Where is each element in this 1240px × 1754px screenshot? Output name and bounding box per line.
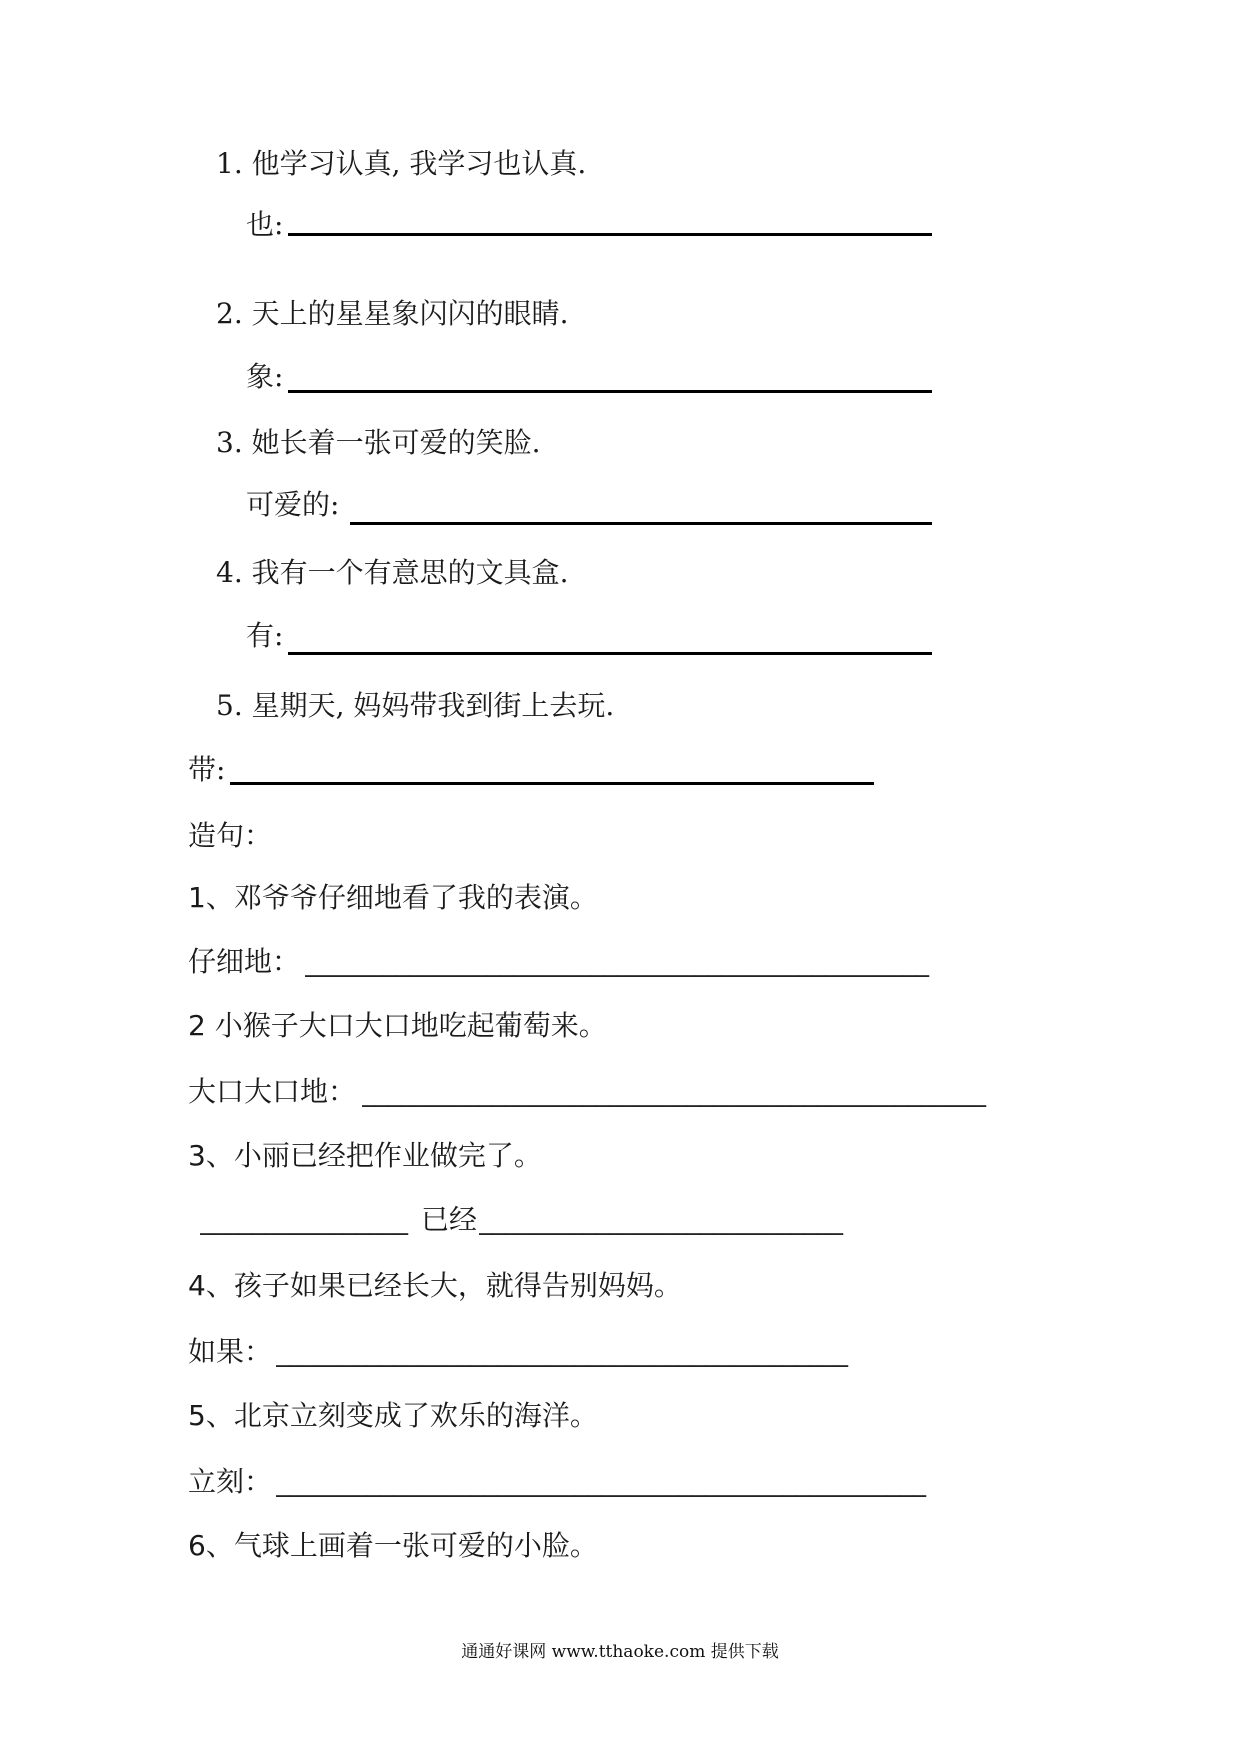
- p1-prompt-3: 可爱的:: [246, 488, 340, 521]
- answer-line-3[interactable]: [350, 522, 932, 525]
- p1-prompt-1: 也:: [246, 208, 284, 241]
- p2-sentence-2: 2 小猴子大口大口地吃起葡萄来。: [188, 1009, 607, 1042]
- p2-sentence-4: 4、孩子如果已经长大，就得告别妈妈。: [188, 1269, 682, 1302]
- answer-line-1[interactable]: [288, 233, 932, 236]
- answer-line-2[interactable]: [288, 390, 932, 393]
- p2-prompt-5: 立刻：: [188, 1465, 273, 1498]
- p1-prompt-4: 有:: [246, 619, 284, 652]
- p2-sentence-6: 6、气球上画着一张可爱的小脸。: [188, 1529, 598, 1562]
- answer-line-5[interactable]: [230, 782, 874, 785]
- p2-prompt-2: 大口大口地：: [188, 1075, 357, 1108]
- p1-prompt-5: 带:: [188, 753, 226, 786]
- p1-sentence-3: 3. 她长着一张可爱的笑脸.: [216, 426, 541, 459]
- p2-prompt-1: 仔细地：: [188, 945, 301, 978]
- p1-prompt-2: 象:: [246, 360, 284, 393]
- footer-credit: 通通好课网 www.tthaoke.com 提供下载: [461, 1642, 779, 1662]
- p2-sentence-3: 3、小丽已经把作业做完了。: [188, 1139, 542, 1172]
- p1-sentence-2: 2. 天上的星星象闪闪的眼睛.: [216, 297, 569, 330]
- p1-sentence-4: 4. 我有一个有意思的文具盒.: [216, 556, 569, 589]
- underscore-blank-4[interactable]: ____________________________________________: [276, 1338, 848, 1368]
- underscore-blank-3-left[interactable]: ________________: [200, 1206, 408, 1236]
- underscore-blank-2[interactable]: ________________________________________________: [362, 1078, 986, 1108]
- underscore-blank-5[interactable]: __________________________________________________: [276, 1468, 926, 1498]
- answer-line-4[interactable]: [288, 652, 932, 655]
- p2-sentence-1: 1、邓爷爷仔细地看了我的表演。: [188, 881, 598, 914]
- section-heading: 造句：: [188, 819, 273, 852]
- p2-sentence-5: 5、北京立刻变成了欢乐的海洋。: [188, 1399, 598, 1432]
- p2-prompt-3: 已经: [421, 1203, 478, 1236]
- p1-sentence-1: 1. 他学习认真, 我学习也认真.: [216, 147, 587, 180]
- underscore-blank-1[interactable]: ________________________________________________: [305, 948, 929, 978]
- p1-sentence-5: 5. 星期天, 妈妈带我到街上去玩.: [216, 689, 615, 722]
- p2-prompt-4: 如果：: [188, 1335, 273, 1368]
- underscore-blank-3-right[interactable]: ____________________________: [479, 1206, 843, 1236]
